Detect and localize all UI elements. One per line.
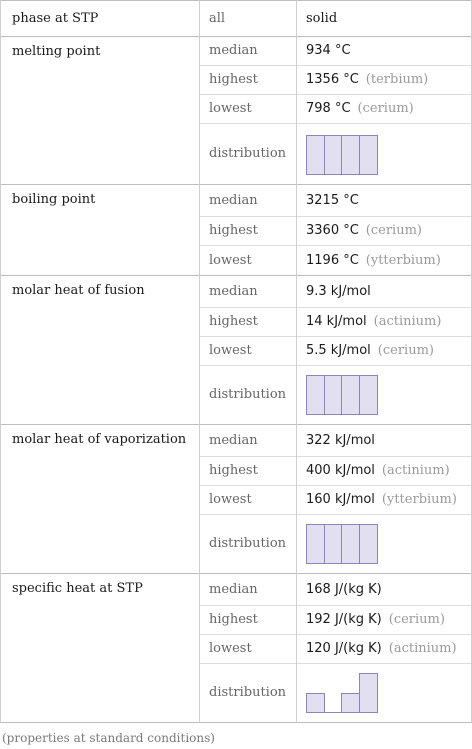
header-solid-label: solid <box>306 10 338 26</box>
group-name: melting point <box>12 44 101 59</box>
distribution-bar <box>359 375 378 415</box>
row-note: (actinium) <box>381 463 450 478</box>
row-note: (actinium) <box>388 641 457 656</box>
distribution-bar <box>306 135 325 175</box>
group-molar-heat-of-fusion <box>0 275 472 424</box>
header-phase-label: phase at STP <box>12 10 99 26</box>
table-top-border <box>0 0 472 1</box>
row-note: (actinium) <box>373 314 442 329</box>
row-value-median: 934 °C <box>306 43 351 58</box>
row-value-lowest: 5.5 kJ/mol (cerium) <box>306 343 434 358</box>
subrow-divider <box>199 634 472 635</box>
footnote: (properties at standard conditions) <box>2 731 215 745</box>
row-label-median: median <box>209 43 258 58</box>
table-left-border <box>0 0 1 723</box>
row-note: (ytterbium) <box>365 252 441 268</box>
row-label-lowest: lowest <box>209 492 252 507</box>
row-label-distribution: distribution <box>209 146 287 161</box>
header-row <box>0 0 472 36</box>
row-divider <box>0 573 472 574</box>
row-note: (cerium) <box>388 612 445 627</box>
row-label-distribution: distribution <box>209 387 287 402</box>
distribution-bar <box>359 524 378 564</box>
row-value-highest: 192 J/(kg K) (cerium) <box>306 612 445 627</box>
subrow-divider <box>199 216 472 217</box>
subrow-divider <box>199 456 472 457</box>
row-label-median: median <box>209 432 258 448</box>
row-note: (cerium) <box>357 101 414 116</box>
row-value-lowest: 1196 °C (ytterbium) <box>306 252 441 268</box>
row-note: (ytterbium) <box>381 492 457 507</box>
row-label-lowest: lowest <box>209 252 252 268</box>
row-label-distribution: distribution <box>209 536 287 551</box>
row-note: (terbium) <box>365 72 429 87</box>
subrow-divider <box>199 245 472 246</box>
row-label-highest: highest <box>209 72 258 87</box>
subrow-divider <box>199 514 472 515</box>
subrow-divider <box>199 94 472 95</box>
row-label-highest: highest <box>209 223 258 238</box>
row-label-highest: highest <box>209 314 258 329</box>
distribution-bar <box>359 673 378 713</box>
row-note: (cerium) <box>377 343 434 358</box>
distribution-bar <box>341 135 360 175</box>
subrow-divider <box>199 485 472 486</box>
subrow-divider <box>199 65 472 66</box>
row-value-lowest: 160 kJ/mol (ytterbium) <box>306 492 457 507</box>
row-label-lowest: lowest <box>209 641 252 656</box>
subrow-divider <box>199 336 472 337</box>
distribution-baseline <box>306 563 377 564</box>
table-bottom-border <box>0 722 472 723</box>
column-divider <box>199 0 200 723</box>
group-molar-heat-of-vaporization <box>0 424 472 573</box>
row-label-distribution: distribution <box>209 685 287 700</box>
distribution-bar <box>341 375 360 415</box>
group-melting-point <box>0 36 472 184</box>
row-value-lowest: 798 °C (cerium) <box>306 101 414 116</box>
distribution-chart <box>296 514 472 573</box>
row-value-median: 9.3 kJ/mol <box>306 283 371 299</box>
row-value-lowest: 120 J/(kg K) (actinium) <box>306 641 457 656</box>
group-name: boiling point <box>12 192 96 207</box>
row-label-highest: highest <box>209 612 258 627</box>
subrow-divider <box>199 663 472 664</box>
row-label-lowest: lowest <box>209 343 252 358</box>
row-note: (cerium) <box>365 223 422 238</box>
distribution-bar <box>306 375 325 415</box>
distribution-baseline <box>306 174 377 175</box>
row-label-median: median <box>209 581 258 597</box>
row-value-highest: 1356 °C (terbium) <box>306 72 429 87</box>
distribution-baseline <box>306 712 377 713</box>
row-value-median: 3215 °C <box>306 192 359 208</box>
subrow-divider <box>199 307 472 308</box>
column-divider <box>296 0 297 723</box>
distribution-bar <box>341 524 360 564</box>
row-label-median: median <box>209 283 258 299</box>
subrow-divider <box>199 365 472 366</box>
row-divider <box>0 275 472 276</box>
distribution-bar <box>306 524 325 564</box>
row-divider <box>0 36 472 37</box>
row-value-median: 168 J/(kg K) <box>306 581 382 597</box>
group-specific-heat-at-stp <box>0 573 472 722</box>
distribution-bar <box>341 693 360 713</box>
group-name: molar heat of vaporization <box>12 432 187 447</box>
row-label-lowest: lowest <box>209 101 252 116</box>
group-name: molar heat of fusion <box>12 283 145 298</box>
distribution-chart <box>296 123 472 184</box>
distribution-bar <box>359 135 378 175</box>
row-value-highest: 14 kJ/mol (actinium) <box>306 314 442 329</box>
group-boiling-point <box>0 184 472 275</box>
distribution-chart <box>296 663 472 722</box>
subrow-divider <box>199 605 472 606</box>
row-value-median: 322 kJ/mol <box>306 432 375 448</box>
subrow-divider <box>199 123 472 124</box>
row-divider <box>0 424 472 425</box>
group-name: specific heat at STP <box>12 581 143 596</box>
row-label-median: median <box>209 192 258 208</box>
distribution-bar <box>306 693 325 713</box>
row-divider <box>0 184 472 185</box>
distribution-chart <box>296 365 472 424</box>
row-value-highest: 3360 °C (cerium) <box>306 223 422 238</box>
row-label-highest: highest <box>209 463 258 478</box>
distribution-baseline <box>306 414 377 415</box>
row-value-highest: 400 kJ/mol (actinium) <box>306 463 450 478</box>
header-all-label: all <box>209 10 226 26</box>
